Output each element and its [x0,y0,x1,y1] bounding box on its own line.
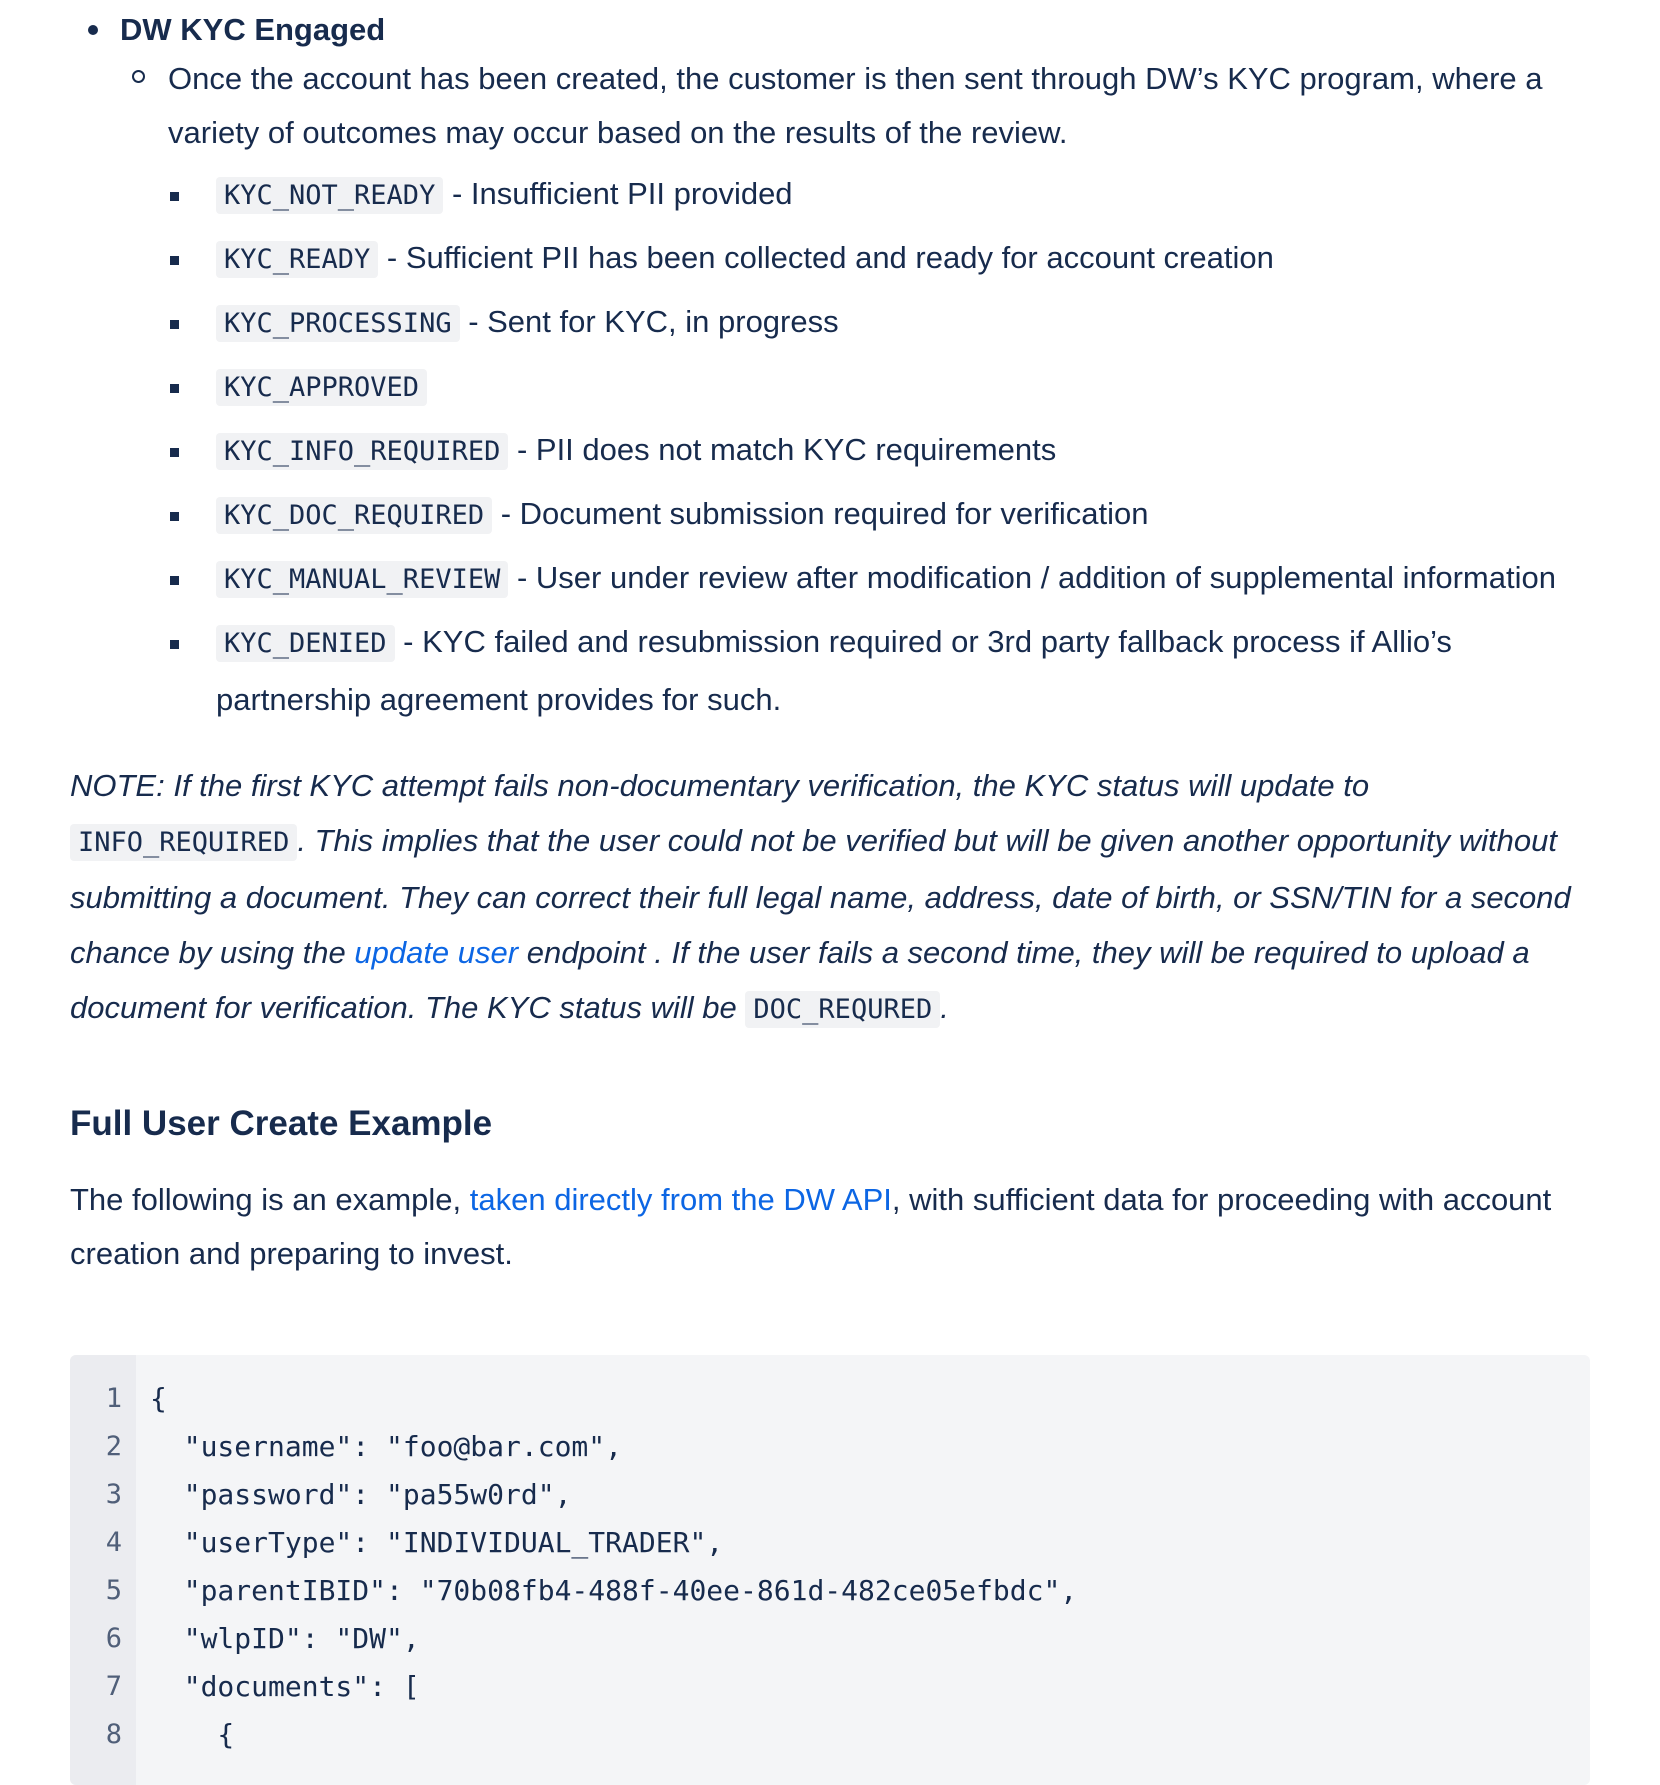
note-code-info-required: INFO_REQUIRED [70,824,297,861]
square-bullet-icon [170,192,179,201]
status-text: - Insufficient PII provided [443,176,793,211]
kyc-status-item [168,358,1590,416]
code-line: "wlpID": "DW", [150,1622,420,1655]
note-text: NOTE: If the first KYC attempt fails non-documentary verification, the KYC status will update to [70,768,1370,803]
update-user-link[interactable]: update user [354,935,519,970]
document-page [70,0,1590,1751]
status-code: KYC_APPROVED [216,369,427,406]
kyc-status-item [168,550,1590,608]
code-line: "parentIBID": "70b08fb4-488f-40ee-861d-482ce05efbdc", [150,1574,1078,1607]
note-text: . [940,990,949,1025]
kyc-note [70,758,1590,1037]
status-text: - User under review after modification / addition of supplemental information [508,560,1556,595]
status-code: KYC_DENIED [216,625,395,662]
example-intro [70,1173,1590,1281]
status-code: KYC_READY [216,241,378,278]
square-bullet-icon [170,256,179,265]
line-number-gutter [70,1355,136,1785]
circle-bullet-icon [132,70,145,83]
line-number: 2 [105,1431,122,1462]
square-bullet-icon [170,320,179,329]
code-line: "username": "foo@bar.com", [150,1430,623,1463]
line-number: 8 [105,1719,122,1750]
intro-text: , with sufficient data for proceeding with account creation and preparing to invest. [70,1182,1552,1271]
bullet-icon [88,25,98,35]
status-code: KYC_INFO_REQUIRED [216,433,508,470]
status-code: KYC_NOT_READY [216,177,443,214]
status-text: - Document submission required for verification [492,496,1149,531]
line-number: 1 [105,1383,122,1414]
status-text: - Sufficient PII has been collected and ready for account creation [378,240,1274,275]
note-text: endpoint . If the user fails a second time, they will be required to upload a document for verification. The KYC status will be [70,935,1530,1025]
code-line: "password": "pa55w0rd", [150,1478,572,1511]
square-bullet-icon [170,448,179,457]
kyc-status-list [168,166,1590,728]
kyc-status-item [168,230,1590,288]
section-heading: Full User Create Example [70,1104,493,1143]
kyc-status-item [168,486,1590,544]
code-lines [136,1355,1077,1785]
status-code: KYC_DOC_REQUIRED [216,497,492,534]
square-bullet-icon [170,576,179,585]
note-code-doc-required: DOC_REQURED [745,991,940,1028]
square-bullet-icon [170,512,179,521]
code-block[interactable] [70,1355,1590,1785]
kyc-sublist-item [70,52,1590,728]
code-line: { [150,1718,235,1751]
square-bullet-icon [170,640,179,649]
status-text: - KYC failed and resubmission required or 3rd party fallback process if Allio’s partnership agreement provides for such. [216,624,1452,717]
line-number: 4 [105,1527,122,1558]
code-line: "documents": [ [150,1670,420,1703]
kyc-section-title: DW KYC Engaged [120,12,386,47]
status-code: KYC_MANUAL_REVIEW [216,561,508,598]
line-number: 6 [105,1623,122,1654]
status-text: - PII does not match KYC requirements [508,432,1057,467]
kyc-description: Once the account has been created, the customer is then sent through DW’s KYC program, where a variety of outcomes may occur based on the results of the review. [168,61,1543,150]
intro-text: The following is an example, [70,1182,470,1217]
square-bullet-icon [170,384,179,393]
kyc-status-item [168,422,1590,480]
status-code: KYC_PROCESSING [216,305,460,342]
kyc-status-item [168,294,1590,352]
kyc-status-item [168,166,1590,224]
dw-api-link[interactable]: taken directly from the DW API [469,1182,892,1217]
line-number: 5 [105,1575,122,1606]
code-line: { [150,1382,167,1415]
note-text: . This implies that the user could not be verified but will be given another opportunity without submitting a document. They can correct their full legal name, address, date of birth, or SSN/TIN for a second chance by using the [70,823,1571,970]
code-line: "userType": "INDIVIDUAL_TRADER", [150,1526,724,1559]
kyc-status-item [168,614,1590,728]
line-number: 7 [105,1671,122,1702]
line-number: 3 [105,1479,122,1510]
kyc-list-item [70,0,1590,728]
status-text: - Sent for KYC, in progress [459,304,839,339]
